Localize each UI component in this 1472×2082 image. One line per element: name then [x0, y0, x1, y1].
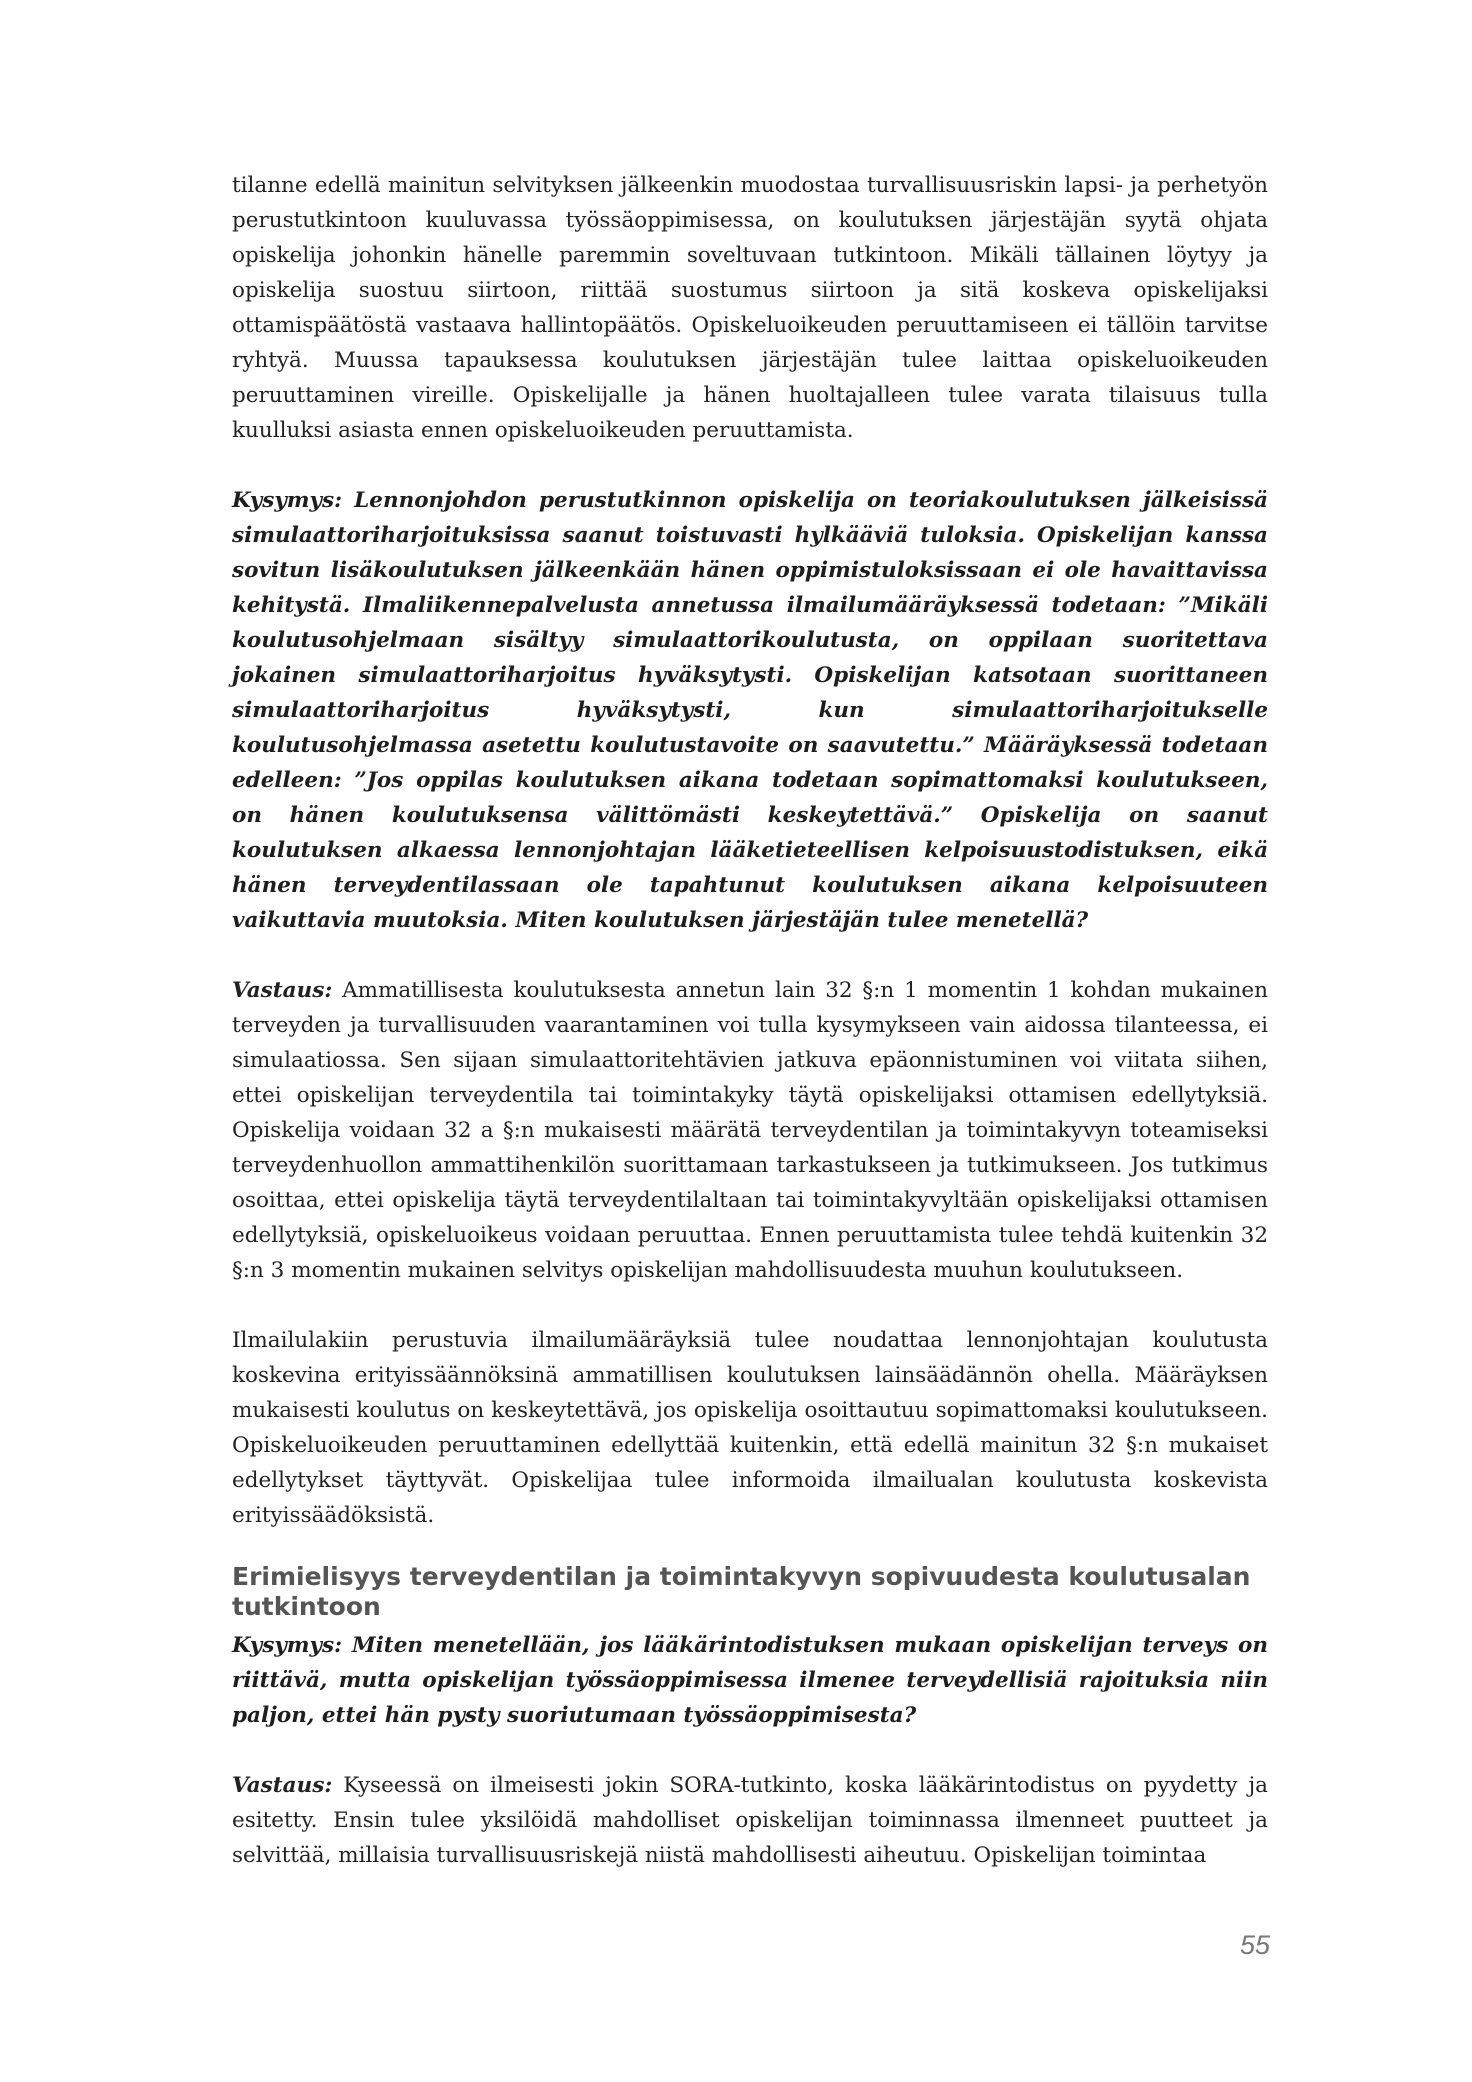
- section-heading: Erimielisyys terveydentilan ja toimintakyvyn sopivuudesta koulutusalan tutkintoon: [232, 1562, 1251, 1621]
- answer-text-1: Ammatillisesta koulutuksesta annetun lain 32 §:n 1 momentin 1 kohdan mukainen terveyden ja turvallisuuden vaarantaminen voi tulla kysymykseen vain aidossa tilanteessa, ei simulaatiossa. Sen sijaan simulaattoritehtävien jatkuva epäonnistuminen voi viitata siihen, ettei opiskelijan terveydentila tai toimintakyky täytä opiskelijaksi ottamisen edellytyksiä. Opiskelija voidaan 32 a §:n mukaisesti määrätä terveydentilan ja toimintakyvyn toteamiseksi terveydenhuollon ammattihenkilön suorittamaan tarkastukseen ja tutkimukseen. Jos tutkimus osoittaa, ettei opiskelija täytä terveydentilaltaan tai toimintakyvyltään opiskelijaksi ottamisen edellytyksiä, opiskeluoikeus voidaan peruuttaa. Ennen peruuttamista tulee tehdä kuitenkin 32 §:n 3 momentin mukainen selvitys opiskelijan mahdollisuudesta muuhun koulutukseen.: [232, 978, 1268, 1283]
- body-paragraph-1: tilanne edellä mainitun selvityksen jälkeenkin muodostaa turvallisuusriskin lapsi- ja perhetyön perustutkintoon kuuluvassa työssäoppimisessa, on koulutuksen järjestäjän syytä ohjata opiskelija johonkin hänelle paremmin soveltuvaan tutkintoon. Mikäli tällainen löytyy ja opiskelija suostuu siirtoon, riittää suostumus siirtoon ja sitä koskeva opiskelijaksi ottamispäätöstä vastaava hallintopäätös. Opiskeluoikeuden peruuttamiseen ei tällöin tarvitse ryhtyä. Muussa tapauksessa koulutuksen järjestäjän tulee laittaa opiskeluoikeuden peruuttaminen vireille. Opiskelijalle ja hänen huoltajalleen tulee varata tilaisuus tulla kuulluksi asiasta ennen opiskeluoikeuden peruuttamista.: [232, 173, 1268, 443]
- answer-lead-2: Vastaus:: [232, 1773, 333, 1798]
- question-paragraph-2: Kysymys: Miten menetellään, jos lääkärintodistuksen mukaan opiskelijan terveys on riittävä, mutta opiskelijan työssäoppimisessa ilmenee terveydellisiä rajoituksia niin paljon, ettei hän pysty suoriutumaan työssäoppimisesta?: [232, 1633, 1268, 1728]
- answer-text-2: Kyseessä on ilmeisesti jokin SORA-tutkinto, koska lääkärintodistus on pyydetty ja esitetty. Ensin tulee yksilöidä mahdolliset opiskelijan toiminnassa ilmenneet puutteet ja selvittää, millaisia turvallisuusriskejä niistä mahdollisesti aiheutuu. Opiskelijan toimintaa: [232, 1773, 1268, 1868]
- answer-lead-1: Vastaus:: [232, 978, 333, 1003]
- answer-paragraph-2: [232, 1768, 1268, 1873]
- answer-paragraph-1: [232, 973, 1268, 1288]
- body-paragraph-2: Ilmailulakiin perustuvia ilmailumääräyksiä tulee noudattaa lennonjohtajan koulutusta koskevina erityissäännöksinä ammatillisen koulutuksen lainsäädännön ohella. Määräyksen mukaisesti koulutus on keskeytettävä, jos opiskelija osoittautuu sopimattomaksi koulutukseen. Opiskeluoikeuden peruuttaminen edellyttää kuitenkin, että edellä mainitun 32 §:n mukaiset edellytykset täyttyvät. Opiskelijaa tulee informoida ilmailualan koulutusta koskevista erityissäädöksistä.: [232, 1328, 1268, 1528]
- page-number: 55: [1239, 1930, 1270, 1960]
- question-paragraph-1: Kysymys: Lennonjohdon perustutkinnon opiskelija on teoriakoulutuksen jälkeisissä simulaattoriharjoituksissa saanut toistuvasti hylkääviä tuloksia. Opiskelijan kanssa sovitun lisäkoulutuksen jälkeenkään hänen oppimistuloksissaan ei ole havaittavissa kehitystä. Ilmaliikennepalvelusta annetussa ilmailumääräyksessä todetaan: ”Mikäli koulutusohjelmaan sisältyy simulaattorikoulutusta, on oppilaan suoritettava jokainen simulaattoriharjoitus hyväksytysti. Opiskelijan katsotaan suorittaneen simulaattoriharjoitus hyväksytysti, kun simulaattoriharjoitukselle koulutusohjelmassa asetettu koulutustavoite on saavutettu.” Määräyksessä todetaan edelleen: ”Jos oppilas koulutuksen aikana todetaan sopimattomaksi koulutukseen, on hänen koulutuksensa välittömästi keskeytettävä.” Opiskelija on saanut koulutuksen alkaessa lennonjohtajan lääketieteellisen kelpoisuustodistuksen, eikä hänen terveydentilassaan ole tapahtunut koulutuksen aikana kelpoisuuteen vaikuttavia muutoksia. Miten koulutuksen järjestäjän tulee menetellä?: [232, 488, 1268, 933]
- document-page: [232, 168, 1268, 1908]
